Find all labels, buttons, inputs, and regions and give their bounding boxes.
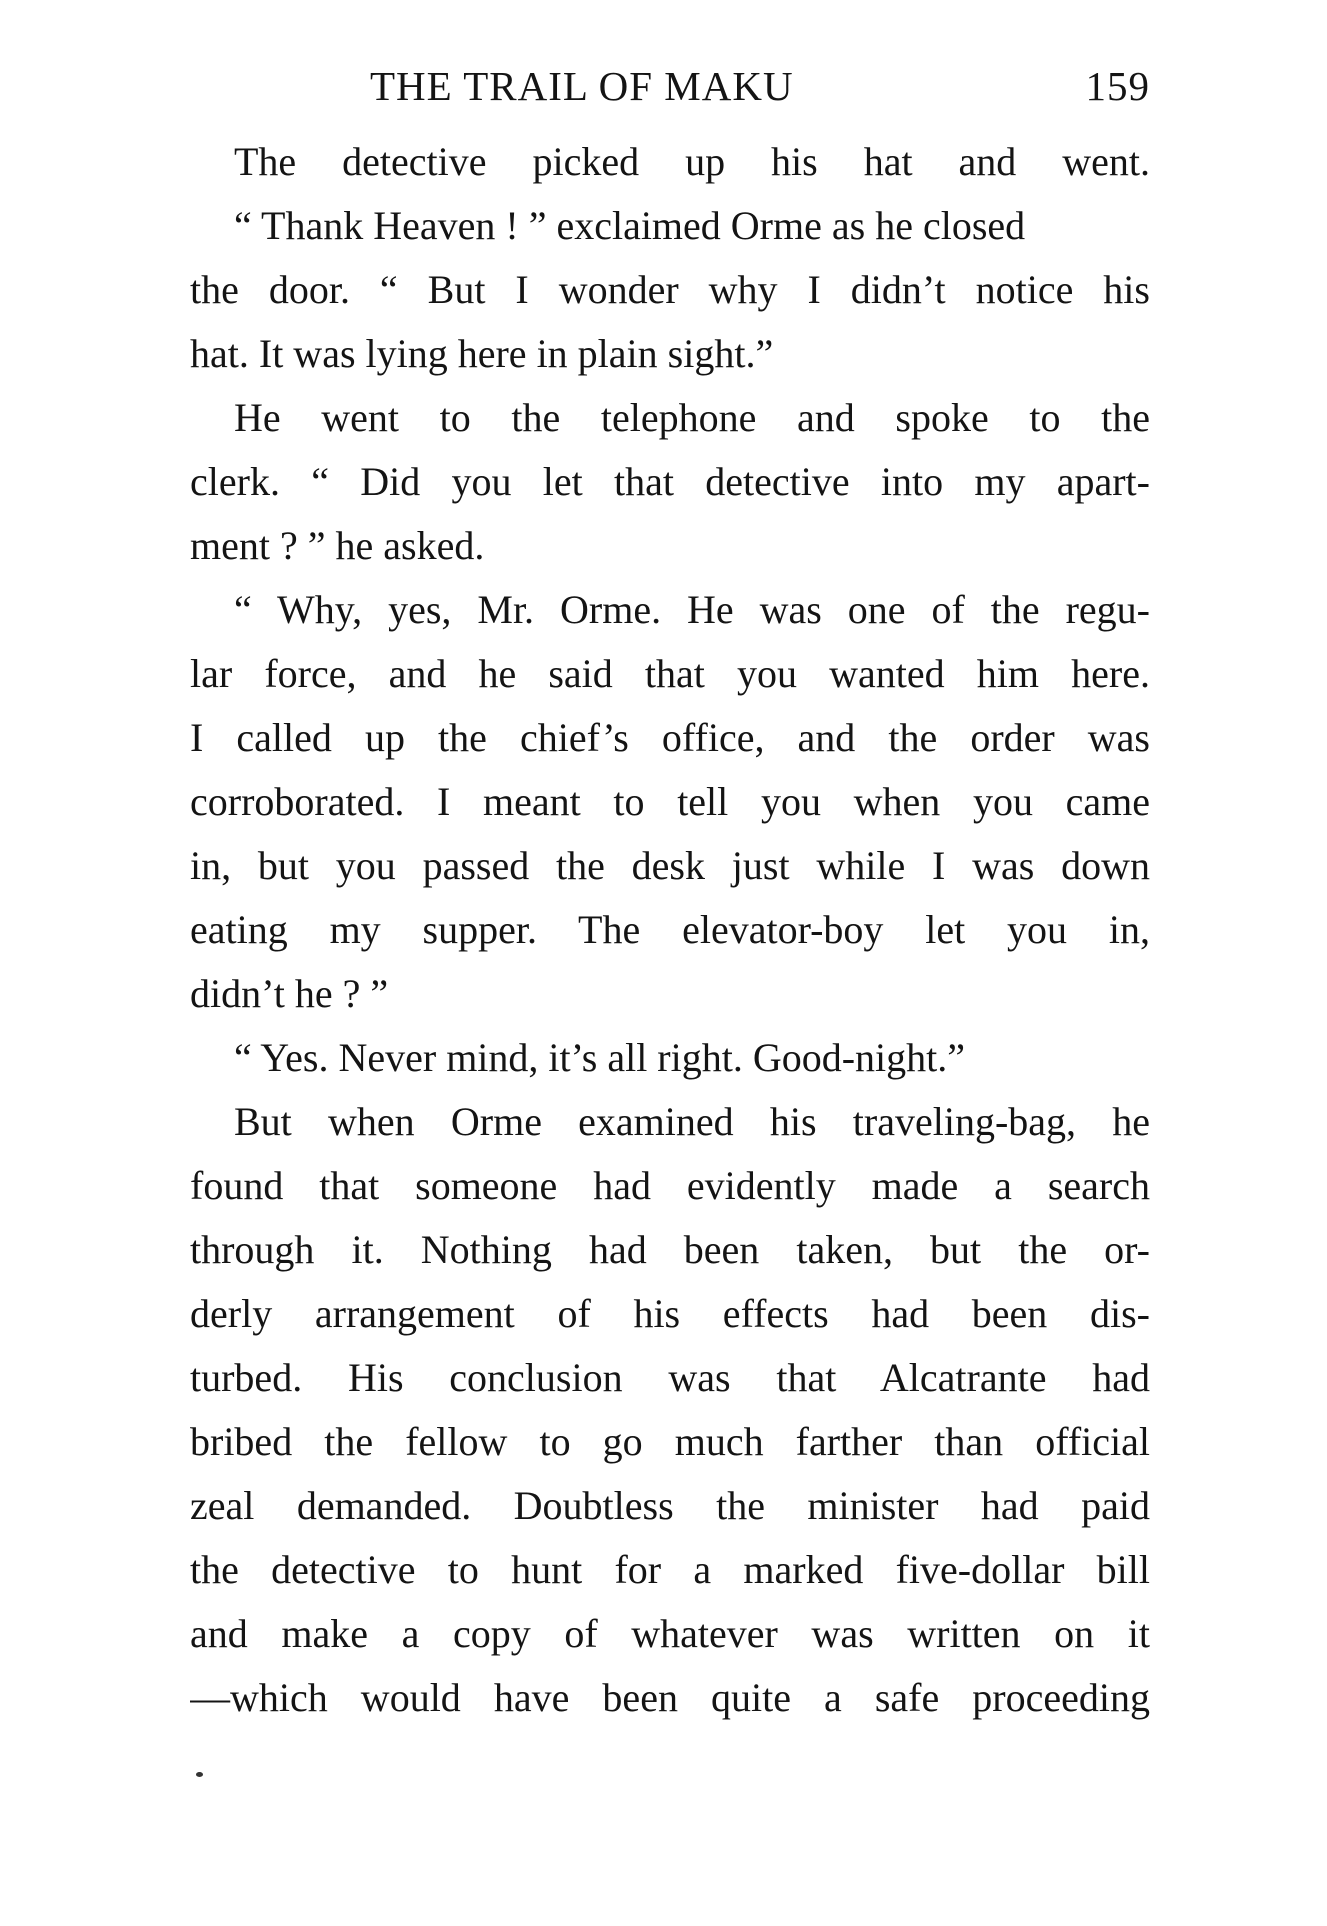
text-line: clerk. “ Did you let that detective into my apart- bbox=[190, 459, 1150, 504]
text-line: I called up the chief’s office, and the order was bbox=[190, 715, 1150, 760]
text-line: zeal demanded. Doubtless the minister had paid bbox=[190, 1483, 1150, 1528]
running-title: THE TRAIL OF MAKU bbox=[370, 63, 794, 109]
text-line: hat. It was lying here in plain sight.” bbox=[190, 331, 774, 376]
text-line: ment ? ” he asked. bbox=[190, 523, 485, 568]
text-line: “ Thank Heaven ! ” exclaimed Orme as he closed bbox=[234, 203, 1026, 248]
text-line: eating my supper. The elevator-boy let you in, bbox=[190, 907, 1150, 952]
text-line: The detective picked up his hat and went. bbox=[234, 139, 1150, 184]
body-text bbox=[190, 130, 1150, 1730]
text-line: “ Yes. Never mind, it’s all right. Good-night.” bbox=[234, 1035, 966, 1080]
text-line: the door. “ But I wonder why I didn’t notice his bbox=[190, 267, 1150, 312]
text-line: didn’t he ? ” bbox=[190, 971, 389, 1016]
text-line: He went to the telephone and spoke to the bbox=[234, 395, 1150, 440]
text-line: found that someone had evidently made a search bbox=[190, 1163, 1150, 1208]
text-line: “ Why, yes, Mr. Orme. He was one of the regu- bbox=[234, 587, 1150, 632]
ink-speck bbox=[196, 1772, 203, 1777]
text-line: —which would have been quite a safe proceeding bbox=[190, 1675, 1150, 1720]
text-line: corroborated. I meant to tell you when you came bbox=[190, 779, 1150, 824]
text-line: the detective to hunt for a marked five-dollar bill bbox=[190, 1547, 1150, 1592]
text-line: through it. Nothing had been taken, but the or- bbox=[190, 1227, 1150, 1272]
text-line: and make a copy of whatever was written on it bbox=[190, 1611, 1150, 1656]
text-line: derly arrangement of his effects had been dis- bbox=[190, 1291, 1150, 1336]
text-line: But when Orme examined his traveling-bag, he bbox=[234, 1099, 1150, 1144]
text-line: in, but you passed the desk just while I was down bbox=[190, 843, 1150, 888]
page-number: 159 bbox=[1085, 63, 1150, 109]
text-line: lar force, and he said that you wanted him here. bbox=[190, 651, 1150, 696]
text-line: turbed. His conclusion was that Alcatrante had bbox=[190, 1355, 1150, 1400]
running-head bbox=[190, 62, 1150, 122]
text-line: bribed the fellow to go much farther than official bbox=[190, 1419, 1150, 1464]
